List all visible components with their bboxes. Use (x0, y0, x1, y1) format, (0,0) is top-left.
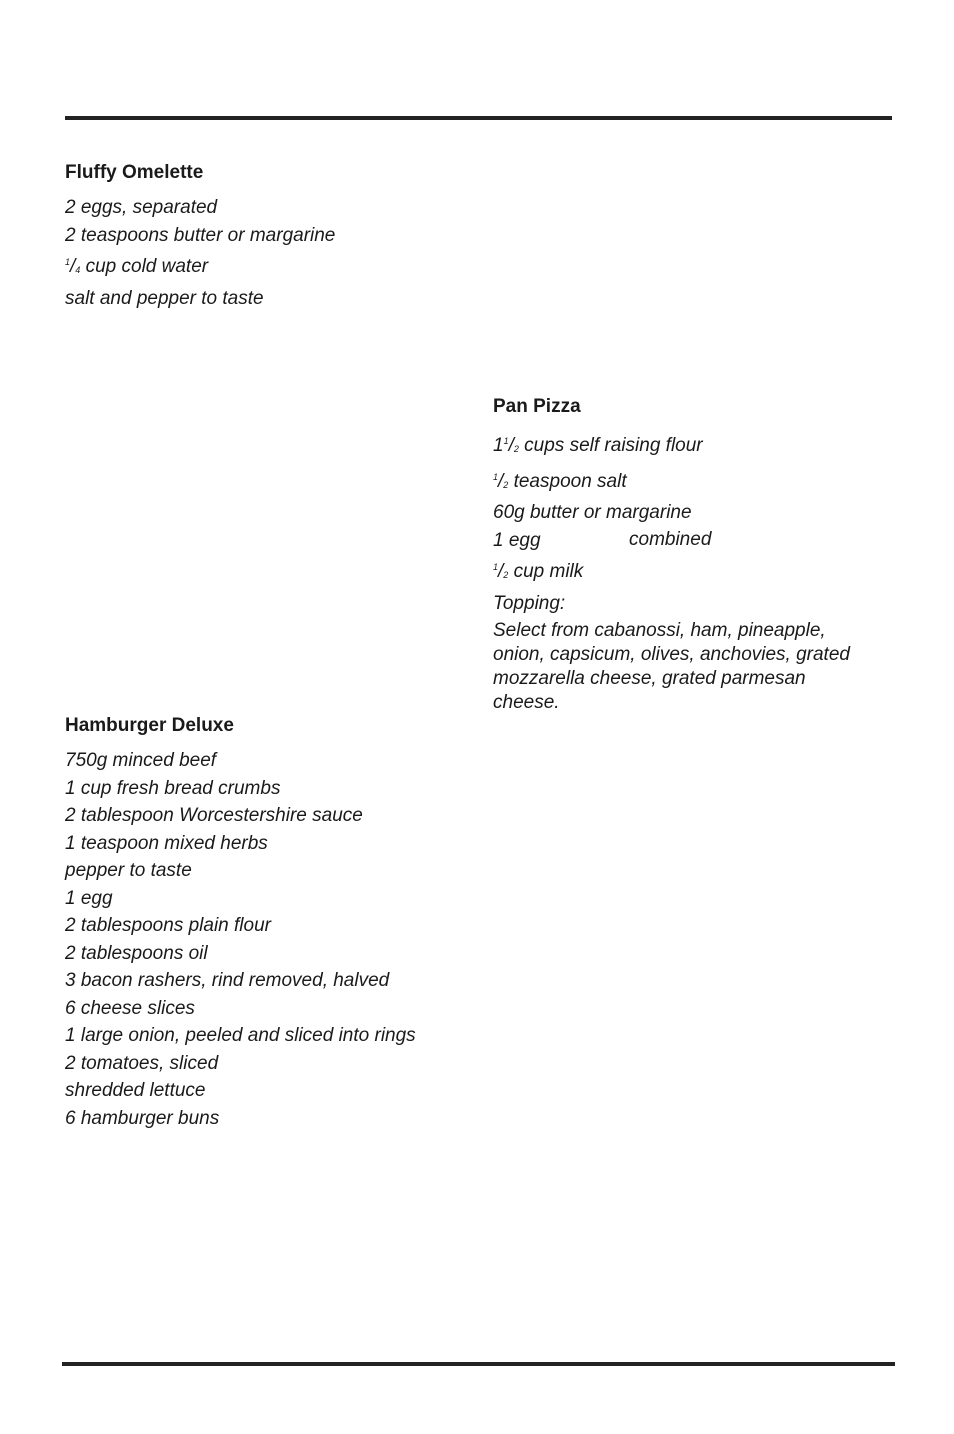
recipe-pan-pizza (493, 396, 873, 715)
ingredient-item: 1 egg (493, 529, 541, 551)
recipe-title: Fluffy Omelette (65, 162, 204, 183)
ingredient-item: pepper to taste (65, 860, 192, 881)
ingredient-item: $^1/_2$ cup milk (493, 561, 584, 582)
ingredient-item: Topping: (493, 592, 566, 614)
ingredient-list (493, 428, 873, 617)
ingredient-item: $^1/_4$ cup cold water (65, 256, 209, 277)
ingredient-item: 2 tablespoons plain flour (65, 915, 271, 936)
fraction: $^1/_4$ (65, 256, 81, 277)
fraction: $^1/_2$ (503, 435, 519, 456)
ingredient-item: 2 tomatoes, sliced (65, 1052, 219, 1074)
ingredient-list (65, 194, 335, 312)
ingredient-item: 1 cup fresh bread crumbs (65, 777, 281, 799)
ingredient-item: 1 teaspoon mixed herbs (65, 832, 268, 854)
ingredient-item: 6 cheese slices (65, 997, 195, 1019)
ingredient-item: $1^1/_2$ cups self raising flour (493, 435, 703, 456)
bottom-rule (62, 1362, 895, 1366)
recipe-title: Hamburger Deluxe (65, 715, 234, 736)
ingredient-item: 3 bacon rashers, rind removed, halved (65, 970, 390, 991)
ingredient-item: salt and pepper to taste (65, 287, 264, 309)
recipe-fluffy-omelette (65, 162, 335, 312)
ingredient-item: 2 tablespoons oil (65, 942, 208, 964)
fraction: $^1/_2$ (493, 561, 509, 582)
recipe-title: Pan Pizza (493, 396, 581, 417)
combined-note: combined (629, 529, 712, 550)
ingredient-item: 6 hamburger buns (65, 1107, 220, 1129)
topping-description: Select from cabanossi, ham, pineapple, onion, capsicum, olives, anchovies, grated mozzarella cheese, grated parmesan cheese. (493, 620, 850, 713)
ingredient-item: 1 egg (65, 887, 113, 909)
ingredient-item: 60g butter or margarine (493, 502, 692, 523)
ingredient-list (65, 747, 416, 1132)
ingredient-item: 1 large onion, peeled and sliced into rings (65, 1025, 416, 1046)
ingredient-item: 2 eggs, separated (65, 197, 218, 218)
ingredient-item: 750g minced beef (65, 750, 217, 771)
ingredient-item: shredded lettuce (65, 1080, 206, 1101)
ingredient-item: 2 tablespoon Worcestershire sauce (65, 805, 363, 826)
ingredient-item: $^1/_2$ teaspoon salt (493, 470, 627, 492)
ingredient-item: 2 teaspoons butter or margarine (65, 224, 336, 246)
top-rule (65, 116, 892, 120)
fraction: $^1/_2$ (493, 470, 509, 492)
recipe-hamburger-deluxe (65, 715, 416, 1132)
